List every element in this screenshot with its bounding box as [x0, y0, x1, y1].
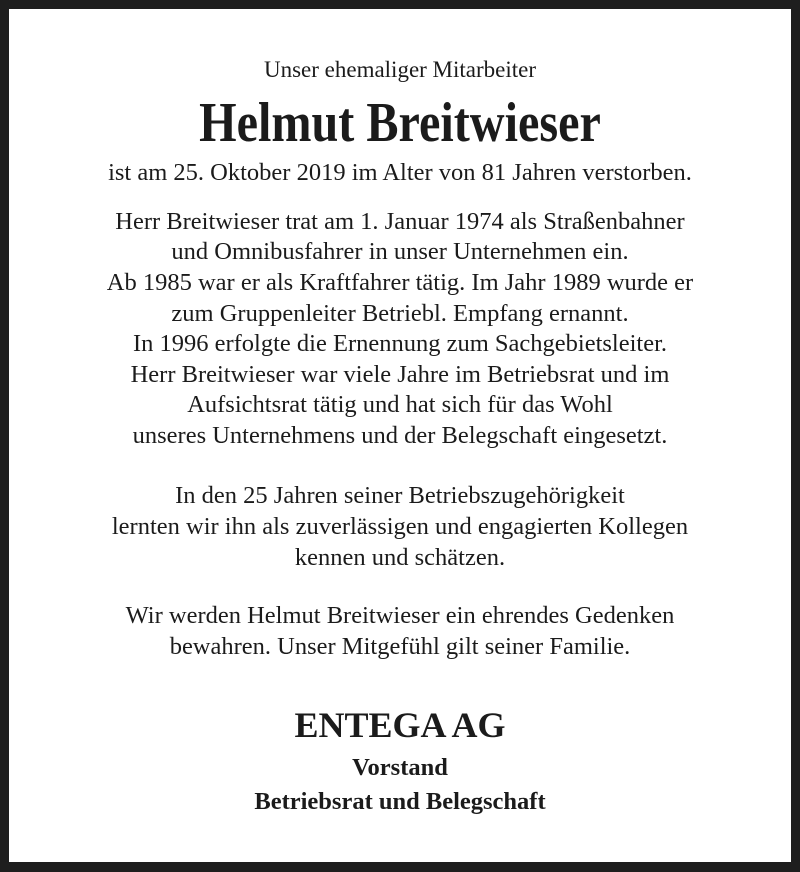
paragraph-1-line-2: und Omnibusfahrer in unser Unternehmen ein.	[171, 238, 629, 265]
paragraph-2-line-2: lernten wir ihn als zuverlässigen und engagierten Kollegen	[111, 513, 689, 540]
obituary-notice	[9, 9, 791, 862]
deceased-name: Helmut Breitwieser	[199, 92, 601, 154]
paragraph-1-line-7: Aufsichtsrat tätig und hat sich für das Wohl	[187, 391, 613, 418]
intro-text: Unser ehemaliger Mitarbeiter	[263, 57, 537, 82]
paragraph-2-line-1: In den 25 Jahren seiner Betriebszugehörigkeit	[175, 482, 625, 509]
paragraph-3-line-1: Wir werden Helmut Breitwieser ein ehrendes Gedenken	[125, 602, 675, 629]
paragraph-1-line-4: zum Gruppenleiter Betriebl. Empfang ernannt.	[171, 300, 629, 327]
paragraph-3-line-2: bewahren. Unser Mitgefühl gilt seiner Familie.	[169, 633, 631, 660]
paragraph-1-line-3: Ab 1985 war er als Kraftfahrer tätig. Im Jahr 1989 wurde er	[106, 269, 694, 296]
signature-line-2: Betriebsrat und Belegschaft	[254, 788, 546, 815]
paragraph-1-line-1: Herr Breitwieser trat am 1. Januar 1974 als Straßenbahner	[115, 208, 685, 235]
company-name: ENTEGA AG	[294, 705, 506, 745]
signature-line-1: Vorstand	[352, 754, 448, 781]
paragraph-2-line-3: kennen und schätzen.	[294, 544, 506, 571]
death-line: ist am 25. Oktober 2019 im Alter von 81 Jahren verstorben.	[108, 159, 692, 186]
paragraph-1-line-5: In 1996 erfolgte die Ernennung zum Sachgebietsleiter.	[132, 330, 668, 357]
paragraph-1-line-8: unseres Unternehmens und der Belegschaft eingesetzt.	[132, 422, 668, 449]
paragraph-1-line-6: Herr Breitwieser war viele Jahre im Betriebsrat und im	[130, 361, 670, 388]
